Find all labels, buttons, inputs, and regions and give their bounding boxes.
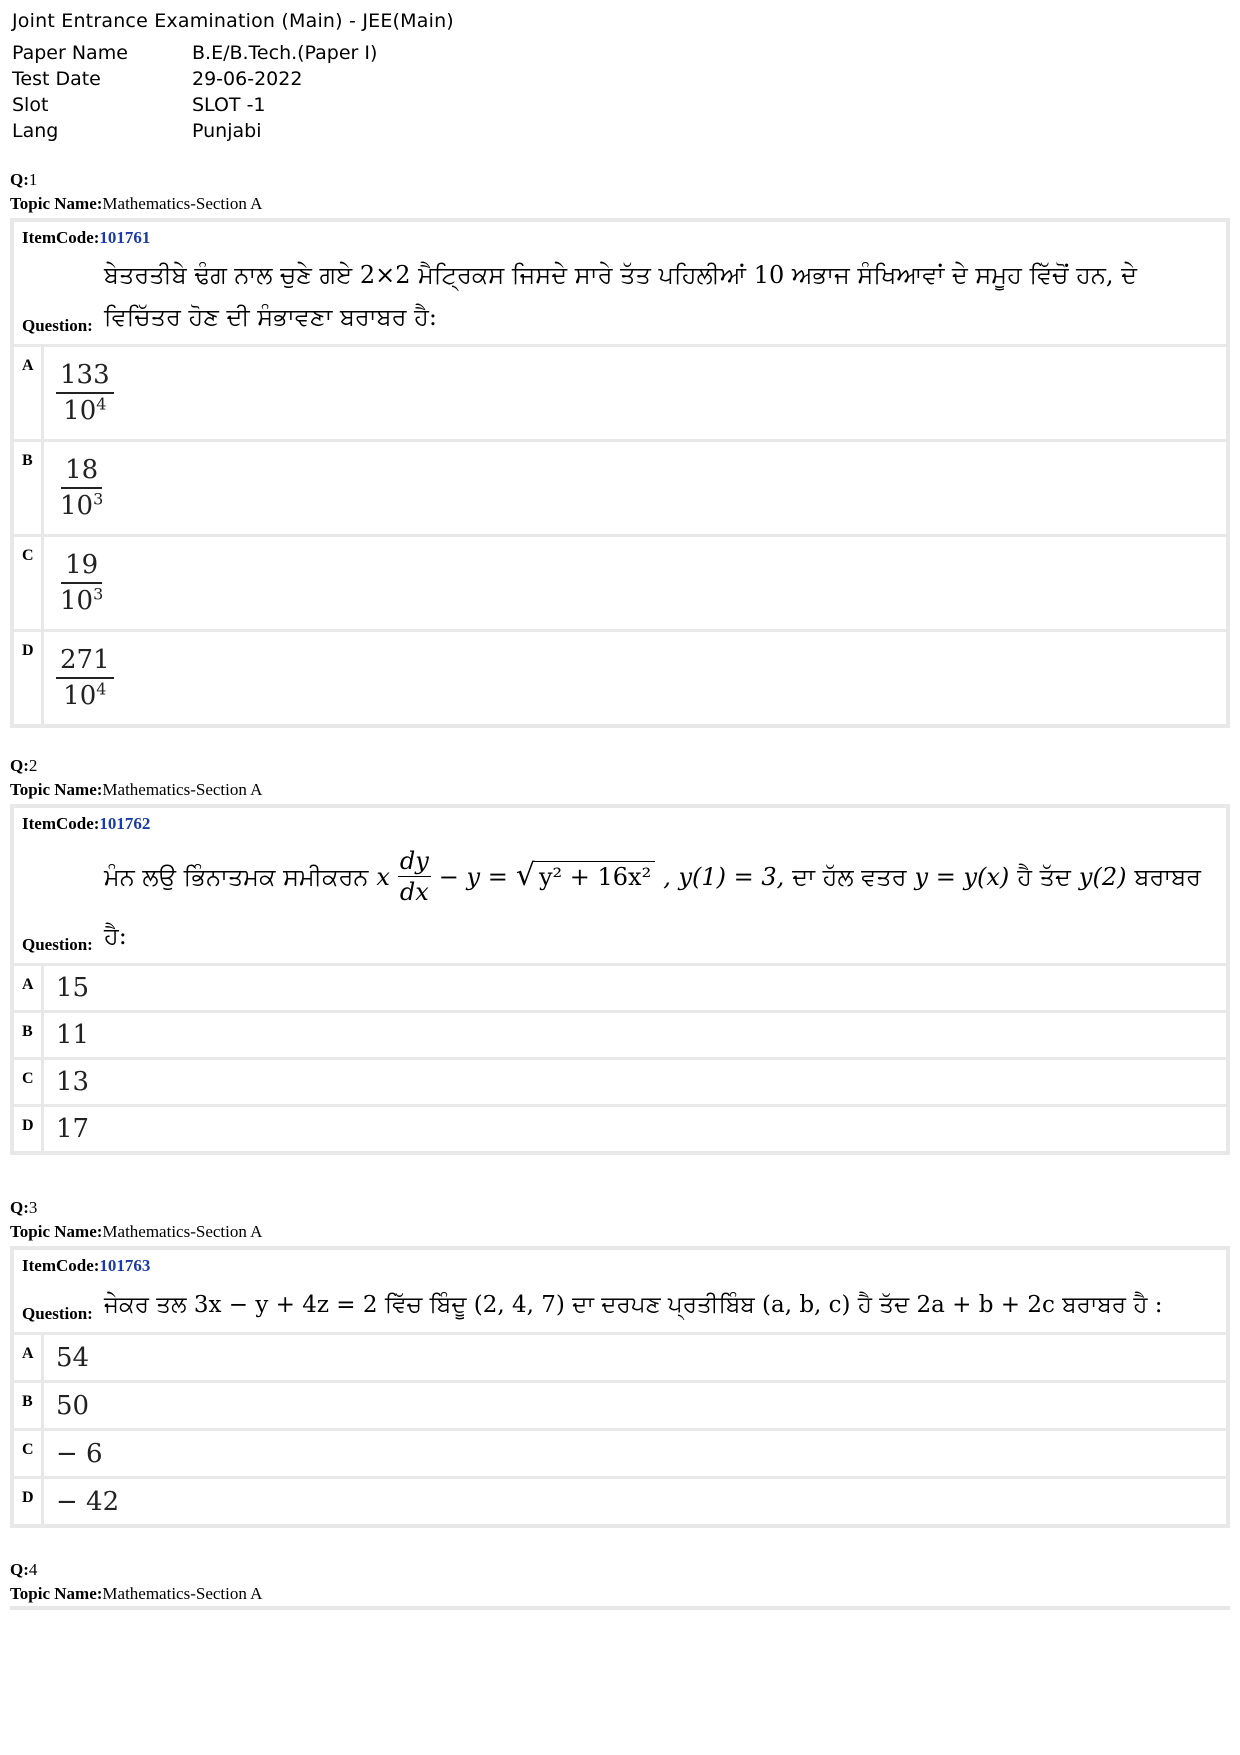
option-letter: C bbox=[14, 1431, 44, 1476]
option-value: 11 bbox=[56, 1020, 90, 1050]
question-number: Q:4 bbox=[10, 1560, 38, 1579]
exam-header bbox=[12, 10, 454, 144]
option-row[interactable] bbox=[14, 537, 1226, 632]
meta-key: Slot bbox=[12, 94, 49, 116]
question-row bbox=[14, 252, 1226, 347]
meta-value: Punjabi bbox=[192, 120, 262, 142]
option-row[interactable] bbox=[14, 442, 1226, 537]
option-value: $\frac{19}{10^3}$ bbox=[60, 550, 104, 616]
option-letter: B bbox=[14, 442, 44, 534]
question-block-1 bbox=[10, 168, 1230, 728]
item-code: ItemCode:101763 bbox=[22, 1256, 151, 1275]
question-block-2 bbox=[10, 754, 1230, 1155]
option-value: 17 bbox=[56, 1114, 90, 1144]
option-letter: D bbox=[14, 632, 44, 724]
option-row[interactable] bbox=[14, 1060, 1226, 1107]
option-row[interactable] bbox=[14, 632, 1226, 724]
option-letter: A bbox=[14, 1335, 44, 1380]
meta-value: SLOT -1 bbox=[192, 94, 266, 116]
meta-row-lang bbox=[12, 118, 454, 144]
option-row[interactable] bbox=[14, 966, 1226, 1013]
question-text: ਮੰਨ ਲਉ ਭਿੰਨਾਤਮਕ ਸਮੀਕਰਨ x $\frac{dy}{dx}$ − y = √ y² + 16x² , y(1) = 3, ਦਾ ਹੱਲ ਵਤਰ y = y(x) ਹੈ ਤੱਦ y(2) ਬਰਾਬਰ ਹੈ: bbox=[104, 847, 1202, 950]
topic-name: Topic Name:Mathematics-Section A bbox=[10, 1584, 263, 1603]
option-row[interactable] bbox=[14, 1107, 1226, 1151]
question-label: Question: bbox=[22, 316, 93, 335]
option-value: 15 bbox=[56, 973, 90, 1003]
question-block-4 bbox=[10, 1558, 1230, 1606]
option-value: − 6 bbox=[56, 1438, 103, 1469]
topic-name: Topic Name:Mathematics-Section A bbox=[10, 780, 263, 799]
question-table bbox=[10, 218, 1230, 728]
option-value: 13 bbox=[56, 1067, 90, 1097]
meta-key: Paper Name bbox=[12, 42, 128, 64]
option-letter: D bbox=[14, 1479, 44, 1524]
option-letter: A bbox=[14, 966, 44, 1010]
option-letter: D bbox=[14, 1107, 44, 1151]
question-row bbox=[14, 1280, 1226, 1335]
option-row[interactable] bbox=[14, 1479, 1226, 1524]
meta-value: B.E/B.Tech.(Paper I) bbox=[192, 42, 378, 64]
option-row[interactable] bbox=[14, 1383, 1226, 1431]
meta-row-paper-name bbox=[12, 40, 454, 66]
question-text: ਬੇਤਰਤੀਬੇ ਢੰਗ ਨਾਲ ਚੁਣੇ ਗਏ 2×2 ਮੈਟ੍ਰਿਕਸ ਜਿਸਦੇ ਸਾਰੇ ਤੱਤ ਪਹਿਲੀਆਂ 10 ਅਭਾਜ ਸੰਖਿਆਵਾਂ ਦੇ ਸਮੂਹ ਵਿੱਚੋਂ ਹਨ, ਦੇ ਵਿਚਿੱਤਰ ਹੋਣ ਦੀ ਸੰਭਾਵਣਾ ਬਰਾਬਰ ਹੈ: bbox=[104, 261, 1137, 331]
option-value: − 42 bbox=[56, 1486, 120, 1517]
option-letter: A bbox=[14, 347, 44, 439]
meta-row-test-date bbox=[12, 66, 454, 92]
question-text: ਜੇਕਰ ਤਲ 3x − y + 4z = 2 ਵਿੱਚ ਬਿੰਦੂ (2, 4, 7) ਦਾ ਦਰਪਣ ਪ੍ਰਤੀਬਿੰਬ (a, b, c) ਹੈ ਤੱਦ 2a + b + 2c ਬਰਾਬਰ ਹੈ : bbox=[104, 1292, 1163, 1318]
question-row bbox=[14, 838, 1226, 966]
meta-key: Lang bbox=[12, 120, 59, 142]
option-row[interactable] bbox=[14, 347, 1226, 442]
option-value: $\frac{271}{10^4}$ bbox=[44, 632, 126, 724]
section-divider bbox=[10, 1606, 1230, 1610]
option-row[interactable] bbox=[14, 1013, 1226, 1060]
meta-key: Test Date bbox=[12, 68, 101, 90]
option-value: 50 bbox=[56, 1390, 90, 1421]
option-value: $\frac{133}{10^4}$ bbox=[44, 347, 126, 439]
option-value: 54 bbox=[56, 1342, 90, 1373]
meta-value: 29-06-2022 bbox=[192, 68, 303, 90]
question-table bbox=[10, 1246, 1230, 1528]
question-number: Q:3 bbox=[10, 1198, 38, 1217]
option-value: $\frac{18}{10^3}$ bbox=[60, 455, 104, 521]
topic-name: Topic Name:Mathematics-Section A bbox=[10, 194, 263, 213]
question-table bbox=[10, 804, 1230, 1155]
item-code: ItemCode:101761 bbox=[22, 228, 151, 247]
option-letter: B bbox=[14, 1383, 44, 1428]
question-number: Q:2 bbox=[10, 756, 38, 775]
option-row[interactable] bbox=[14, 1431, 1226, 1479]
question-label: Question: bbox=[22, 1304, 93, 1323]
option-letter: B bbox=[14, 1013, 44, 1057]
question-block-3 bbox=[10, 1196, 1230, 1528]
meta-row-slot bbox=[12, 92, 454, 118]
option-letter: C bbox=[14, 1060, 44, 1104]
option-row[interactable] bbox=[14, 1335, 1226, 1383]
question-number: Q:1 bbox=[10, 170, 38, 189]
exam-title: Joint Entrance Examination (Main) - JEE(Main) bbox=[12, 10, 454, 32]
option-letter: C bbox=[14, 537, 44, 629]
question-label: Question: bbox=[22, 935, 93, 954]
topic-name: Topic Name:Mathematics-Section A bbox=[10, 1222, 263, 1241]
item-code: ItemCode:101762 bbox=[22, 814, 151, 833]
